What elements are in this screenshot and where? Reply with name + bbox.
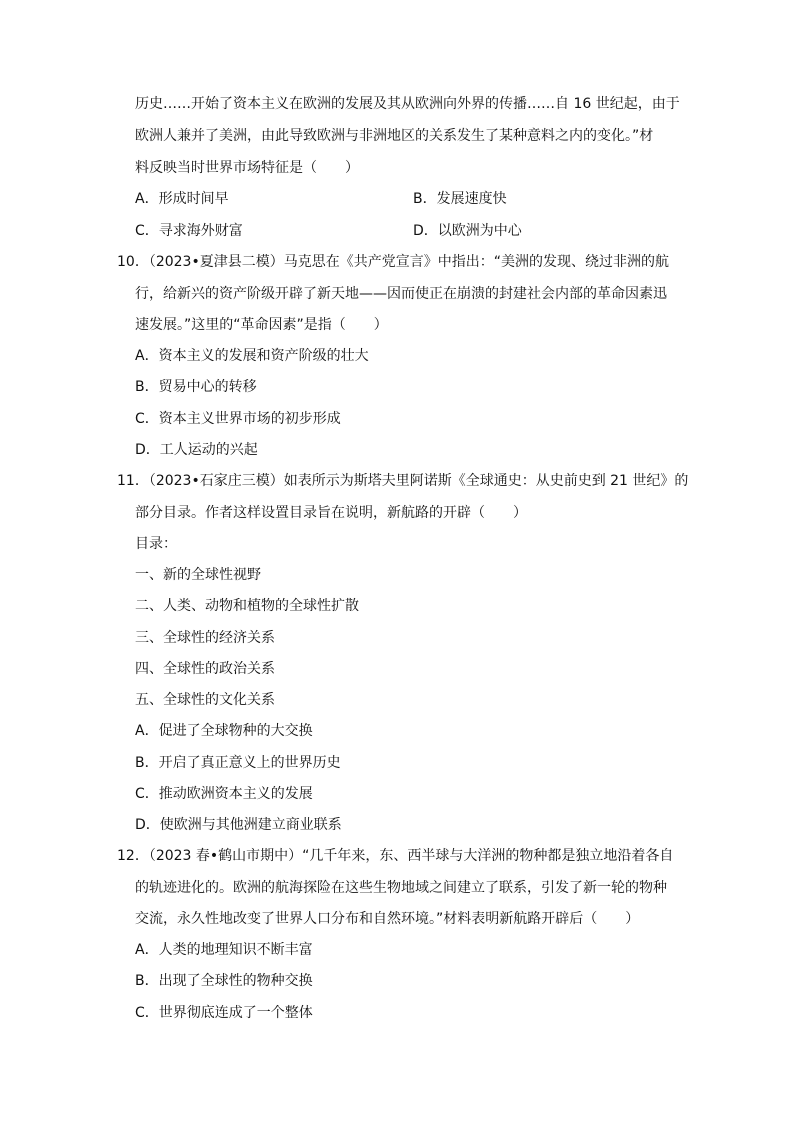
q10-stem-line-1: 10．（2023•夏津县二模）马克思在《共产党宣言》中指出：“美洲的发现、绕过非洲的航 <box>117 254 669 270</box>
q11-toc-item-3: 三、全球性的经济关系 <box>135 630 275 646</box>
q9-stem-line-3: 料反映当时世界市场特征是（ ） <box>135 160 359 176</box>
q12-option-a[interactable]: A．人类的地理知识不断丰富 <box>135 942 313 958</box>
q10-option-b[interactable]: B．贸易中心的转移 <box>135 379 257 395</box>
q11-toc-item-1: 一、新的全球性视野 <box>135 567 261 583</box>
q11-option-d[interactable]: D．使欧洲与其他洲建立商业联系 <box>135 817 342 833</box>
q11-toc-item-2: 二、人类、动物和植物的全球性扩散 <box>135 598 359 614</box>
q9-option-a[interactable]: A．形成时间早 <box>135 191 229 207</box>
q9-stem-line-2: 欧洲人兼并了美洲，由此导致欧洲与非洲地区的关系发生了某种意料之内的变化。”材 <box>135 128 654 144</box>
q11-option-a[interactable]: A．促进了全球物种的大交换 <box>135 723 313 739</box>
q11-stem-line-2: 部分目录。作者这样设置目录旨在说明，新航路的开辟（ ） <box>135 505 527 521</box>
q11-option-b[interactable]: B．开启了真正意义上的世界历史 <box>135 755 341 771</box>
q11-toc-item-4: 四、全球性的政治关系 <box>135 661 275 677</box>
q11-stem-line-1: 11．（2023•石家庄三模）如表所示为斯塔夫里阿诺斯《全球通史：从史前史到 21 世纪》的 <box>117 473 689 489</box>
q12-option-b[interactable]: B．出现了全球性的物种交换 <box>135 973 313 989</box>
q9-option-c[interactable]: C．寻求海外财富 <box>135 223 243 239</box>
q12-stem-line-1: 12．（2023 春•鹤山市期中）“几千年来，东、西半球与大洋洲的物种都是独立地沿着各自 <box>117 848 674 864</box>
q12-stem-line-3: 交流，永久性地改变了世界人口分布和自然环境。”材料表明新航路开辟后（ ） <box>135 911 640 927</box>
q10-option-d[interactable]: D．工人运动的兴起 <box>135 442 258 458</box>
q11-option-c[interactable]: C．推动欧洲资本主义的发展 <box>135 786 313 802</box>
q9-stem-line-1: 历史……开始了资本主义在欧洲的发展及其从欧洲向外界的传播……自 16 世纪起，由于 <box>135 96 680 112</box>
q10-stem-line-2: 行，给新兴的资产阶级开辟了新天地——因而使正在崩溃的封建社会内部的革命因素迅 <box>135 286 667 302</box>
q9-option-b[interactable]: B．发展速度快 <box>413 191 507 207</box>
q9-option-d[interactable]: D．以欧洲为中心 <box>413 223 522 239</box>
q10-option-a[interactable]: A．资本主义的发展和资产阶级的壮大 <box>135 348 369 364</box>
q10-option-c[interactable]: C．资本主义世界市场的初步形成 <box>135 411 341 427</box>
q12-option-c[interactable]: C．世界彻底连成了一个整体 <box>135 1005 313 1021</box>
q10-stem-line-3: 速发展。”这里的“革命因素”是指（ ） <box>135 317 388 333</box>
q11-toc-item-5: 五、全球性的文化关系 <box>135 692 275 708</box>
q11-toc-title: 目录： <box>135 536 177 552</box>
q12-stem-line-2: 的轨迹进化的。欧洲的航海探险在这些生物地域之间建立了联系，引发了新一轮的物种 <box>135 880 667 896</box>
